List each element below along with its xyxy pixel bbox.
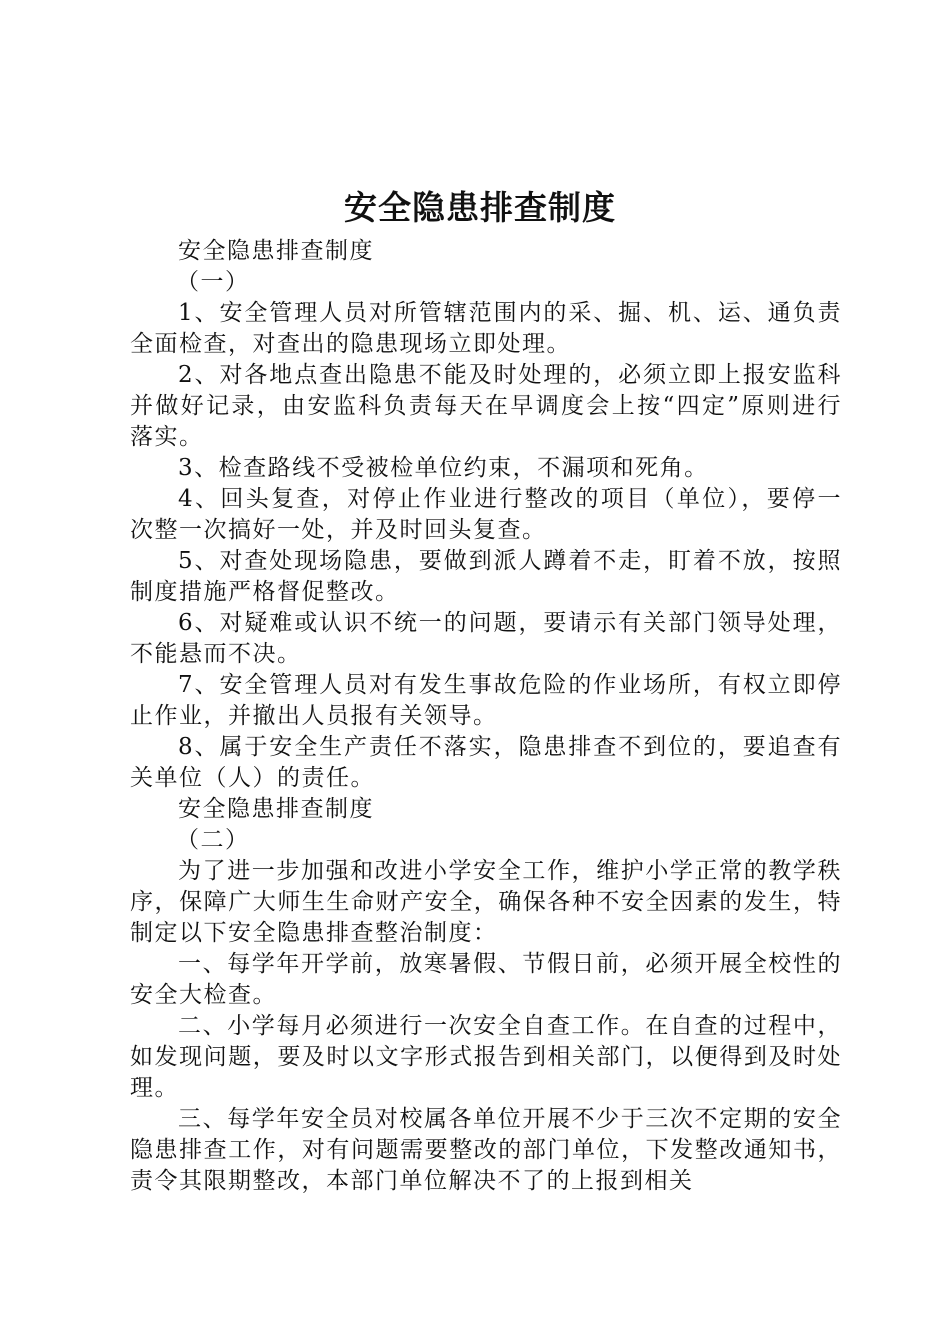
section-heading: 安全隐患排查制度 [178, 238, 374, 264]
paragraph: 二、小学每月必须进行一次安全自查工作。在自查的过程中，如发现问题，要及时以文字形式报告到相关部门，以便得到及时处理。 [130, 1013, 842, 1101]
paragraph: 三、每学年安全员对校属各单位开展不少于三次不定期的安全隐患排查工作，对有问题需要整改的部门单位，下发整改通知书，责令其限期整改，本部门单位解决不了的上报到相关 [130, 1106, 842, 1194]
paragraph: 3、检查路线不受被检单位约束，不漏项和死角。 [178, 455, 709, 481]
paragraph: 2、对各地点查出隐患不能及时处理的，必须立即上报安监科并做好记录，由安监科负责每天在早调度会上按“四定”原则进行落实。 [130, 362, 842, 450]
document-title: 安全隐患排查制度 [344, 188, 616, 227]
paragraph: 为了进一步加强和改进小学安全工作，维护小学正常的教学秩序，保障广大师生生命财产安全，确保各种不安全因素的发生，特制定以下安全隐患排查整治制度： [130, 858, 842, 946]
document-body [130, 236, 842, 1197]
paragraph: 5、对查处现场隐患，要做到派人蹲着不走，盯着不放，按照制度措施严格督促整改。 [130, 548, 842, 605]
paragraph: 1、安全管理人员对所管辖范围内的采、掘、机、运、通负责全面检查，对查出的隐患现场立即处理。 [130, 300, 842, 357]
section-number: （一） [176, 269, 250, 295]
section-heading: 安全隐患排查制度 [178, 796, 374, 822]
paragraph: 7、安全管理人员对有发生事故危险的作业场所，有权立即停止作业，并撤出人员报有关领导。 [130, 672, 842, 729]
paragraph: 4、回头复查，对停止作业进行整改的项目（单位），要停一次整一次搞好一处，并及时回头复查。 [130, 486, 842, 543]
paragraph: 8、属于安全生产责任不落实，隐患排查不到位的，要追查有关单位（人）的责任。 [130, 734, 842, 791]
paragraph: 一、每学年开学前，放寒暑假、节假日前，必须开展全校性的安全大检查。 [130, 951, 842, 1008]
paragraph: 6、对疑难或认识不统一的问题，要请示有关部门领导处理，不能悬而不决。 [130, 610, 842, 667]
section-number: （二） [176, 827, 250, 853]
